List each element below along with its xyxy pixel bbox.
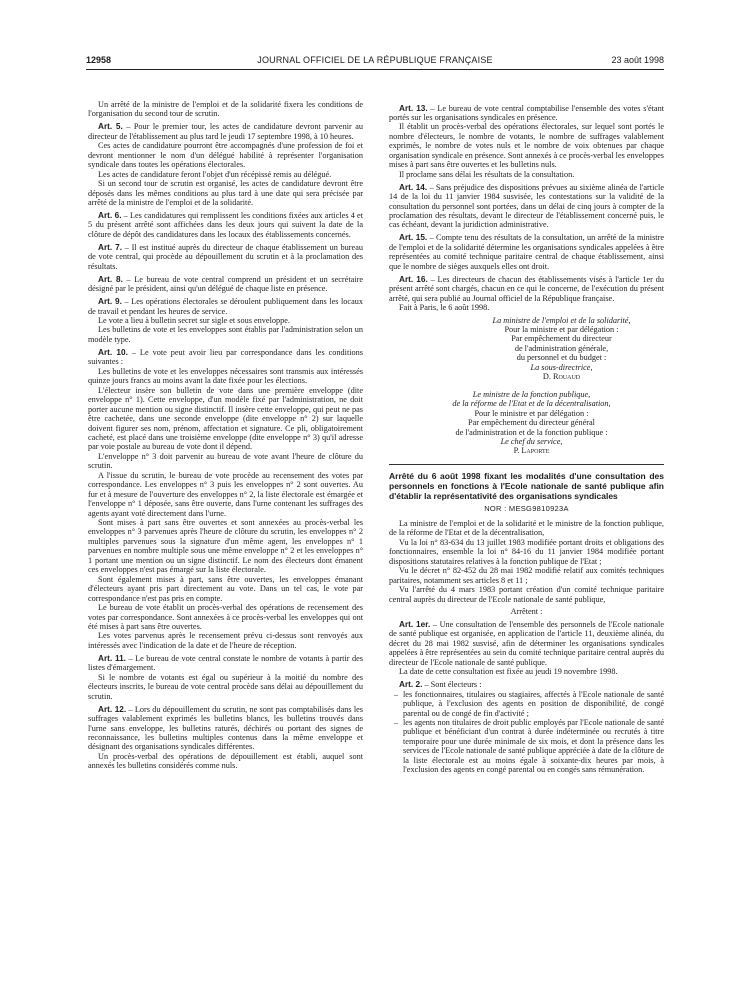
paragraph-text: – Il est institué auprès du directeur de chaque établissement un bureau de vote central, qui procède au dépouillement du scrutin et à la proclamation des résultats. — [88, 242, 363, 271]
paragraph-text: La ministre de l'emploi et de la solidarité et le ministre de la fonction publique, de la réforme de l'Etat et de la décentralisation, — [389, 518, 664, 538]
paragraph-text: Le bureau de vote établit un procès-verbal des opérations de recensement des votes par correspondance. Sont annexées à ce procès-verbal les enveloppes qui ont été mises à part sans être ouvertes. — [88, 603, 363, 632]
article-number: Art. 10. — [98, 347, 128, 357]
article-number: Art. 13. — [399, 103, 428, 113]
signature-line: de la réforme de l'Etat et de la décentralisation, — [452, 399, 611, 409]
signature-line: Le chef du service, — [500, 436, 563, 446]
paragraph-text: – Les opérations électorales se déroulent publiquement dans les locaux de travail et pendant les heures de service. — [88, 297, 363, 316]
paragraph-text: Les votes parvenus après le recensement prévu ci-dessus sont renvoyés aux intéressés avec l'indication de la date et de l'heure de réception. — [88, 631, 363, 650]
paragraph — [88, 141, 363, 169]
paragraph — [88, 452, 363, 471]
paragraph-text: Vu le décret n° 82-452 du 28 mai 1982 modifié relatif aux comités techniques paritaires, notamment ses articles 8 et 11 ; — [389, 566, 664, 585]
paragraph — [88, 752, 363, 771]
signature-block-employment — [389, 316, 664, 382]
publication-date: 23 août 1998 — [611, 55, 664, 65]
article-number: Art. 9. — [98, 297, 122, 307]
electors-list — [389, 690, 664, 775]
paragraph-text: – Sans préjudice des dispositions prévues au sixième alinéa de l'article 14 de la loi du 11 janvier 1984 susvisée, les contestations sur la validité de la consultation du personnel sont portées, dans un délai de cinq jours à compter de la proclamation des résultats, devant le directeur de l'établissement concerné puis, le cas échéant, devant la juridiction administrative. — [389, 182, 664, 230]
signature-line: du personnel et du budget : — [516, 353, 607, 363]
paragraph — [88, 170, 363, 179]
paragraph-text: Le vote a lieu à bulletin secret sur sigle et sous enveloppe. — [98, 316, 290, 326]
signature-line: Le ministre de la fonction publique, — [472, 389, 591, 399]
paragraph-text: – Compte tenu des résultats de la consultation, un arrêté de la ministre de l'emploi et de la solidarité détermine les organisations syndicales appelées à être représentées au comité technique paritaire central de chaque établissement, ainsi que le nombre de sièges auxquels elles ont droit. — [389, 233, 664, 271]
article-number: Art. 14. — [399, 182, 428, 192]
signature-line: La ministre de l'emploi et de la solidarité, — [492, 315, 631, 325]
page-number: 12958 — [86, 55, 112, 65]
paragraph — [389, 303, 664, 312]
paragraph — [88, 367, 363, 386]
paragraph — [88, 100, 363, 119]
paragraph-text: Sont mises à part sans être ouvertes et sont annexées au procès-verbal les enveloppes n° 3 parvenues après l'heure de clôture du scrutin, les enveloppes n° 2 multiples parvenues sous la signature d'un même agent, les enveloppes n° 1 parvenues en nombre multiple sous une même enveloppe n° 2 et les enveloppes n° 1 portant une mention ou un signe distinctif. Le nom des électeurs dont émanent ces enveloppes n'est pas émargé sur la liste électorale. — [88, 518, 363, 575]
article-number: Art. 1er. — [399, 619, 431, 629]
paragraph — [389, 233, 664, 271]
paragraph — [88, 348, 363, 367]
paragraph-text: Ces actes de candidature pourront être accompagnés d'une profession de foi et devront mentionner le nom d'un délégué habilité à représenter l'organisation syndicale dans toutes les opérations électorales. — [88, 141, 363, 170]
article-number: Art. 6. — [98, 210, 122, 220]
paragraph — [88, 673, 363, 701]
paragraph — [88, 603, 363, 631]
nor-reference: NOR : MESG9810923A — [484, 504, 569, 514]
paragraph-text: Si le nombre de votants est égal ou supérieur à la moitié du nombre des électeurs inscrits, le bureau de vote central procède sans délai au dépouillement du scrutin. — [88, 672, 363, 701]
paragraph-text: – Sont électeurs : — [422, 680, 482, 690]
paragraph-text: – Pour le premier tour, les actes de candidature devront parvenir au directeur de l'établissement au plus tard le jeudi 17 septembre 1998, à 10 heures. — [88, 122, 363, 141]
paragraph-text: La date de cette consultation est fixée au jeudi 19 novembre 1998. — [399, 667, 618, 677]
paragraph — [389, 519, 664, 538]
paragraph-text: – Une consultation de l'ensemble des personnels de l'Ecole nationale de santé publique est organisée, en application de l'article 11, deuxième alinéa, du décret du 28 mai 1982 susvisé, afin de déterminer les organisations syndicales appelées à être représentées au sein du comité technique paritaire central auprès du directeur de l'Ecole nationale de santé publique. — [389, 619, 664, 667]
article-number: Art. 12. — [98, 704, 127, 714]
paragraph — [389, 122, 664, 169]
paragraph-text: Un arrêté de la ministre de l'emploi et de la solidarité fixera les conditions de l'organisation du second tour de scrutin. — [88, 100, 363, 119]
paragraph-text: Sont également mises à part, sans être ouvertes, les enveloppes émanant d'électeurs ayant pris part directement au vote. Dans un tel cas, le vote par correspondance n'est pas pris en compte. — [88, 574, 363, 603]
paragraph — [88, 316, 363, 325]
paragraph-text: Les bulletins de vote et les enveloppes sont établis par l'administration selon un modèle type. — [88, 325, 363, 344]
journal-title: JOURNAL OFFICIEL DE LA RÉPUBLIQUE FRANÇAISE — [257, 55, 493, 65]
signature-line: La sous-directrice, — [530, 362, 593, 372]
decree-preamble — [389, 519, 664, 604]
paragraph-text: L'électeur insère son bulletin de vote dans une première enveloppe (dite enveloppe n° 1). Cette enveloppe, d'un modèle fixé par l'administration, ne doit porter aucune mention ou signe distinctif. Il insère cette enveloppe, qui peut ne pas être cachetée, dans une seconde enveloppe (dite enveloppe n° 2) sur laquelle doivent figurer ses nom, prénom, affectation et signature. Ce pli, obligatoirement cacheté, est placé dans une troisième enveloppe (dite enveloppe n° 3) qu'il adresse par voie postale au bureau de vote dont il dépend. — [88, 385, 363, 452]
signature-block-public-service — [389, 390, 664, 456]
paragraph — [389, 170, 664, 179]
paragraph-text: – Le bureau de vote central constate le nombre de votants à partir des listes d'émargement. — [88, 653, 363, 673]
paragraph-text: A l'issue du scrutin, le bureau de vote procède au recensement des votes par correspondance. Les enveloppes n° 3 puis les enveloppes n° 2 sont ouvertes. Au fur et à mesure de l'ouverture des enveloppes n° 2, la liste électorale est émargée et l'enveloppe n° 1 déposée, sans être ouverte, dans l'urne contenant les suffrages des agents ayant voté directement dans l'urne. — [88, 470, 363, 518]
paragraph — [88, 705, 363, 752]
paragraph-text: – Les candidatures qui remplissent les conditions fixées aux articles 4 et 5 du présent arrêté sont affichées dans les deux jours qui suivent la date de la clôture de dépôt des candidatures dans les locaux des établissements concernés. — [88, 210, 363, 239]
arrete-label: Arrêtent : — [510, 607, 543, 616]
paragraph-text: Il proclame sans délai les résultats de la consultation. — [399, 169, 575, 179]
paragraph — [389, 680, 664, 689]
article-number: Art. 5. — [98, 122, 123, 132]
paragraph-text: Vu l'arrêté du 4 mars 1983 portant création d'un comité technique paritaire central auprès du directeur de l'Ecole nationale de santé publique, — [389, 585, 664, 604]
page-header — [86, 55, 664, 69]
paragraph — [88, 122, 363, 141]
paragraph — [389, 667, 664, 676]
paragraph-text: Les actes de candidature feront l'objet d'un récépissé remis au délégué. — [98, 169, 332, 179]
paragraph-text: – Le bureau de vote central comprend un président et un secrétaire désigné par le président, ainsi qu'un délégué de chaque liste en présence. — [88, 274, 363, 294]
paragraph — [88, 518, 363, 575]
paragraph-text: Les bulletins de vote et les enveloppes nécessaires sont transmis aux intéressés quinze jours francs au moins avant la date fixée pour les élections. — [88, 366, 363, 386]
paragraph — [88, 297, 363, 316]
paragraph — [88, 325, 363, 344]
signature-line: P. Laporte — [513, 446, 550, 456]
decree-articles — [389, 620, 664, 690]
paragraph — [88, 386, 363, 452]
signature-line: Par empêchement du directeur général — [468, 418, 595, 428]
signature-line: Par empêchement du directeur — [511, 334, 612, 344]
paragraph-text: Si un second tour de scrutin est organisé, les actes de candidature devront être déposés dans les mêmes conditions au plus tard à une date qui sera précisée par arrêté de la ministre de l'emploi et de la solidarité. — [88, 179, 363, 208]
paragraph-text: – Les directeurs de chacun des établissements visés à l'article 1er du présent arrêté sont chargés, chacun en ce qui le concerne, de l'exécution du présent arrêté, qui sera publié au Journal officiel de la République française. — [389, 274, 664, 303]
paragraph-text: Fait à Paris, le 6 août 1998. — [399, 303, 490, 313]
paragraph — [88, 211, 363, 239]
paragraph — [389, 104, 664, 123]
left-column — [88, 100, 363, 980]
article-number: Art. 7. — [98, 242, 123, 252]
signature-line: de l'administration générale, — [514, 343, 609, 353]
elector-item: – les agents non titulaires de droit public employés par l'Ecole nationale de santé publique et bénéficiant d'un contrat à durée indéterminée ou recrutés à titre temporaire pour une durée minimale de six mois, et dont la présence dans les services de l'Ecole nationale de santé publique appréciée à date de la clôture de la liste électorale est au moins égale à soixante-dix heures par mois, à l'exclusion des agents en congé parental ou en congés sans rémunération. — [389, 718, 664, 775]
paragraph — [88, 471, 363, 518]
decree-title: Arrêté du 6 août 1998 fixant les modalités d'une consultation des personnels en fonctions à l'Ecole nationale de santé publique afin d'établir la représentativité des organisations syndicales — [389, 464, 664, 502]
signature-line: Pour le ministre et par délégation : — [474, 408, 589, 418]
right-column — [389, 100, 664, 980]
article-number: Art. 2. — [399, 680, 423, 690]
paragraph — [88, 179, 363, 207]
article-number: Art. 15. — [399, 233, 428, 243]
paragraph — [389, 585, 664, 604]
header-rule — [86, 69, 664, 70]
paragraph-text: – Le bureau de vote central comptabilise l'ensemble des votes s'étant portés sur les organisations syndicales en présence. — [389, 103, 664, 122]
paragraph-text: Il établit un procès-verbal des opérations électorales, sur lequel sont portés le nombre d'électeurs, le nombre de votants, le nombre de suffrages valablement exprimés, le nombre de votes nuls et le nombre de voix obtenues par chaque organisation syndicale en présence. Sont annexés à ce procès-verbal les enveloppes mises à part sans être ouvertes et les bulletins nuls. — [389, 122, 664, 170]
paragraph-text: – Lors du dépouillement du scrutin, ne sont pas comptabilisés dans les suffrages valablement exprimés les bulletins blancs, les bulletins trouvés dans l'urne sans enveloppe, les bulletins raturés, déchirés ou portant des signes de reconnaissance, les bulletins multiples contenus dans la même enveloppe et désignant des organisations syndicales différentes. — [88, 704, 363, 752]
paragraph — [88, 654, 363, 673]
article-number: Art. 8. — [98, 274, 123, 284]
paragraph — [88, 275, 363, 294]
signature-line: D. Rouaud — [542, 372, 581, 382]
article-number: Art. 16. — [399, 274, 428, 284]
paragraph — [389, 183, 664, 230]
paragraph-text: L'enveloppe n° 3 doit parvenir au bureau de vote avant l'heure de clôture du scrutin. — [88, 451, 363, 471]
paragraph — [88, 631, 363, 650]
paragraph — [88, 575, 363, 603]
paragraph — [88, 243, 363, 271]
article-number: Art. 11. — [98, 653, 126, 663]
paragraph — [389, 275, 664, 303]
elector-item: – les fonctionnaires, titulaires ou stagiaires, affectés à l'Ecole nationale de santé publique, à l'exclusion des agents en position de disponibilité, de congé parental ou de congé de fin d'activité ; — [389, 690, 664, 718]
paragraph — [389, 538, 664, 566]
signature-line: de l'administration et de la fonction publique : — [455, 427, 608, 437]
paragraph — [389, 566, 664, 585]
articles-13-16 — [389, 104, 664, 313]
paragraph — [389, 620, 664, 667]
paragraph-text: Vu la loi n° 83-634 du 13 juillet 1983 modifiée portant droits et obligations des fonctionnaires, ensemble la loi n° 84-16 du 11 janvier 1984 modifiée portant dispositions statutaires relatives à la fonction publique de l'Etat ; — [389, 537, 664, 566]
paragraph-text: – Le vote peut avoir lieu par correspondance dans les conditions suivantes : — [88, 347, 363, 367]
paragraph-text: Un procès-verbal des opérations de dépouillement est établi, auquel sont annexés les bulletins considérés comme nuls. — [88, 751, 363, 771]
signature-line: Pour la ministre et par délégation : — [504, 324, 619, 334]
